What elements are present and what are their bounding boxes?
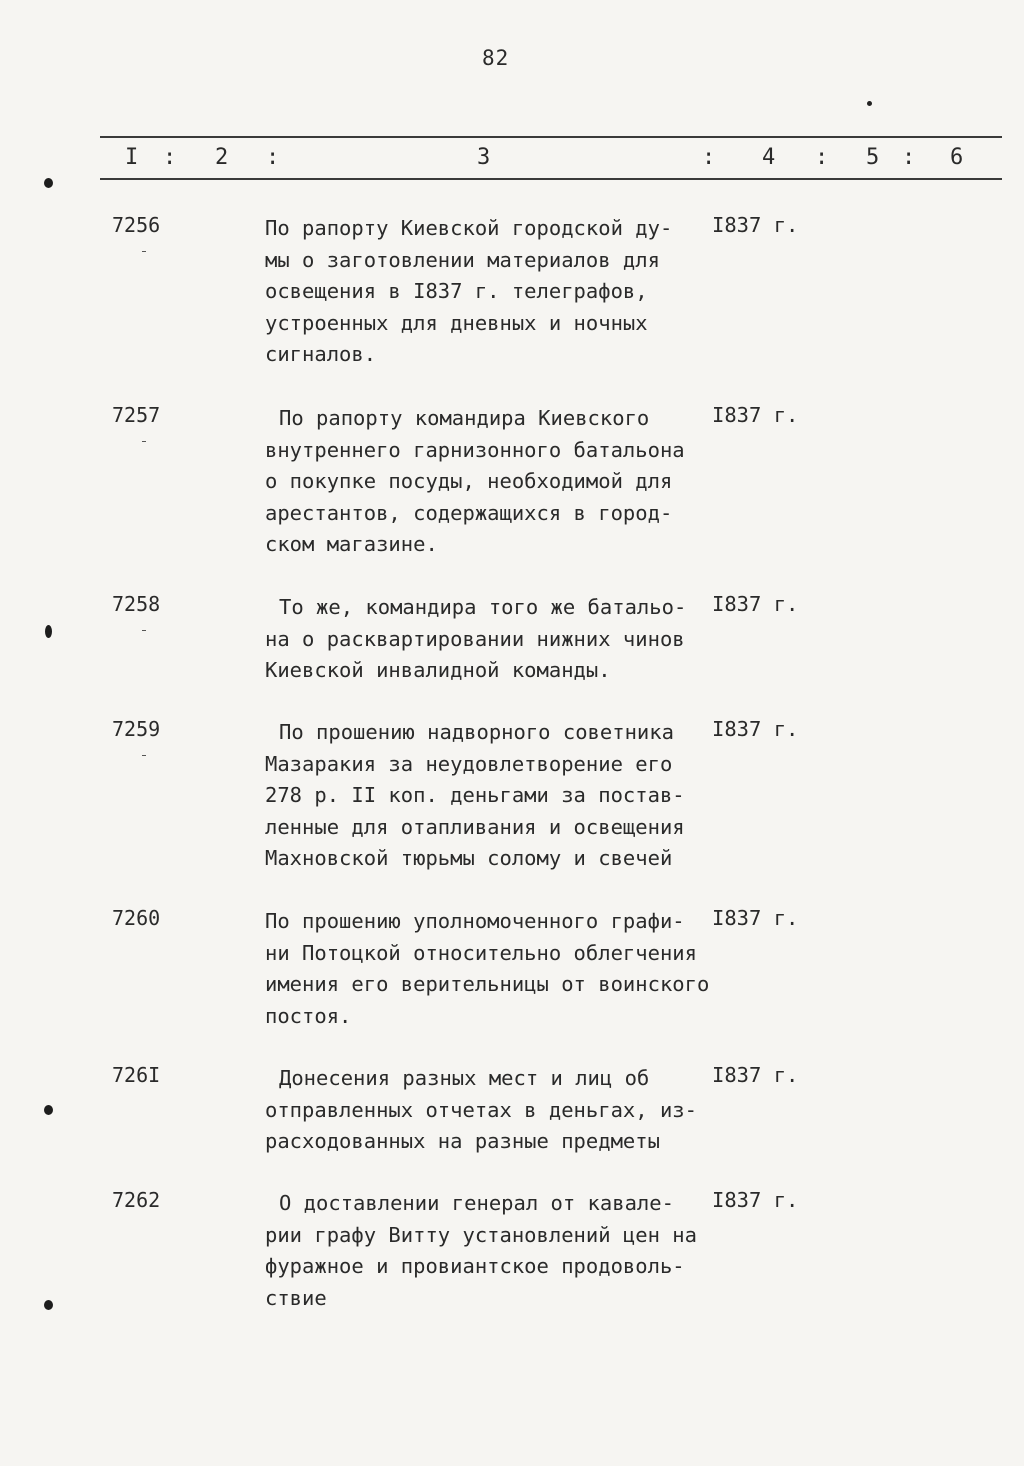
column-separator: : bbox=[902, 145, 916, 170]
entry-date: I837 г. bbox=[712, 717, 799, 741]
description-line: По прошению уполномоченного графи- bbox=[265, 909, 685, 933]
description-line: Махновской тюрьмы солому и свечей bbox=[265, 846, 673, 871]
column-separator: : bbox=[163, 145, 177, 170]
column-separator: : bbox=[702, 145, 716, 170]
entry-tick-mark bbox=[142, 251, 146, 252]
column-number-4: 4 bbox=[762, 145, 776, 170]
column-number-5: 5 bbox=[866, 145, 880, 170]
description-line: ни Потоцкой относительно облегчения bbox=[265, 940, 697, 965]
column-separator: : bbox=[815, 145, 829, 170]
entry-number: 7257 bbox=[112, 403, 161, 427]
description-line: постоя. bbox=[265, 1003, 352, 1028]
entry-date: I837 г. bbox=[712, 1063, 799, 1087]
entry-number: 726I bbox=[112, 1063, 161, 1087]
description-line: о покупке посуды, необходимой для bbox=[265, 469, 673, 494]
entry-number: 7259 bbox=[112, 717, 161, 741]
column-number-6: 6 bbox=[950, 145, 964, 170]
description-line: Киевской инвалидной команды. bbox=[265, 658, 611, 683]
entry-number: 7260 bbox=[112, 906, 161, 930]
description-line: Мазаракия за неудовлетворение его bbox=[265, 751, 673, 776]
description-line: По рапорту Киевской городской ду- bbox=[265, 216, 673, 240]
header-rule-bottom bbox=[100, 178, 1002, 180]
description-line: ленные для отапливания и освещения bbox=[265, 814, 685, 839]
description-line: на о расквартировании нижних чинов bbox=[265, 626, 685, 651]
entry-date: I837 г. bbox=[712, 592, 799, 616]
entry-date: I837 г. bbox=[712, 213, 799, 237]
entry-number: 7262 bbox=[112, 1188, 161, 1212]
description-line: О доставлении генерал от кавале- bbox=[279, 1191, 674, 1215]
paper-speck bbox=[867, 101, 872, 106]
description-line: рии графу Витту установлений цен на bbox=[265, 1222, 697, 1247]
description-line: По прошению надворного советника bbox=[279, 720, 674, 744]
entry-date: I837 г. bbox=[712, 906, 799, 930]
entry-date: I837 г. bbox=[712, 1188, 799, 1212]
column-number-2: 2 bbox=[215, 145, 229, 170]
entry-description bbox=[265, 592, 725, 687]
entry-description bbox=[265, 403, 725, 561]
entry-date: I837 г. bbox=[712, 403, 799, 427]
description-line: освещения в I837 г. телеграфов, bbox=[265, 279, 648, 304]
entry-description bbox=[265, 213, 725, 371]
description-line: ствие bbox=[265, 1285, 327, 1310]
description-line: Донесения разных мест и лиц об bbox=[279, 1066, 650, 1090]
description-line: расходованных на разные предметы bbox=[265, 1129, 660, 1154]
description-line: имения его верительницы от воинского bbox=[265, 972, 710, 997]
description-line: сигналов. bbox=[265, 342, 377, 367]
description-line: арестантов, содержащихся в город- bbox=[265, 500, 673, 525]
header-rule-top bbox=[100, 136, 1002, 138]
binder-hole-mark bbox=[44, 1105, 53, 1115]
binder-hole-mark bbox=[45, 625, 52, 638]
entry-description bbox=[265, 906, 725, 1032]
entry-description bbox=[265, 717, 725, 875]
description-line: устроенных для дневных и ночных bbox=[265, 310, 648, 335]
entry-number: 7256 bbox=[112, 213, 161, 237]
entry-description bbox=[265, 1063, 725, 1158]
description-line: мы о заготовлении материалов для bbox=[265, 247, 660, 272]
column-number-1: I bbox=[125, 145, 139, 170]
description-line: отправленных отчетах в деньгах, из- bbox=[265, 1097, 697, 1122]
description-line: 278 р. II коп. деньгами за постав- bbox=[265, 783, 685, 808]
description-line: внутреннего гарнизонного батальона bbox=[265, 437, 685, 462]
page-number: 82 bbox=[482, 46, 510, 70]
entry-tick-mark bbox=[142, 630, 146, 631]
column-header bbox=[0, 145, 1024, 171]
entry-tick-mark bbox=[142, 755, 146, 756]
binder-hole-mark bbox=[44, 1300, 53, 1310]
description-line: По рапорту командира Киевского bbox=[279, 406, 650, 430]
entry-number: 7258 bbox=[112, 592, 161, 616]
description-line: То же, командира того же батальо- bbox=[279, 595, 687, 619]
description-line: ском магазине. bbox=[265, 532, 438, 557]
entry-tick-mark bbox=[142, 441, 146, 442]
entry-description bbox=[265, 1188, 725, 1314]
description-line: фуражное и провиантское продоволь- bbox=[265, 1254, 685, 1279]
column-number-3: 3 bbox=[477, 145, 491, 170]
binder-hole-mark bbox=[44, 178, 53, 188]
column-separator: : bbox=[266, 145, 280, 170]
